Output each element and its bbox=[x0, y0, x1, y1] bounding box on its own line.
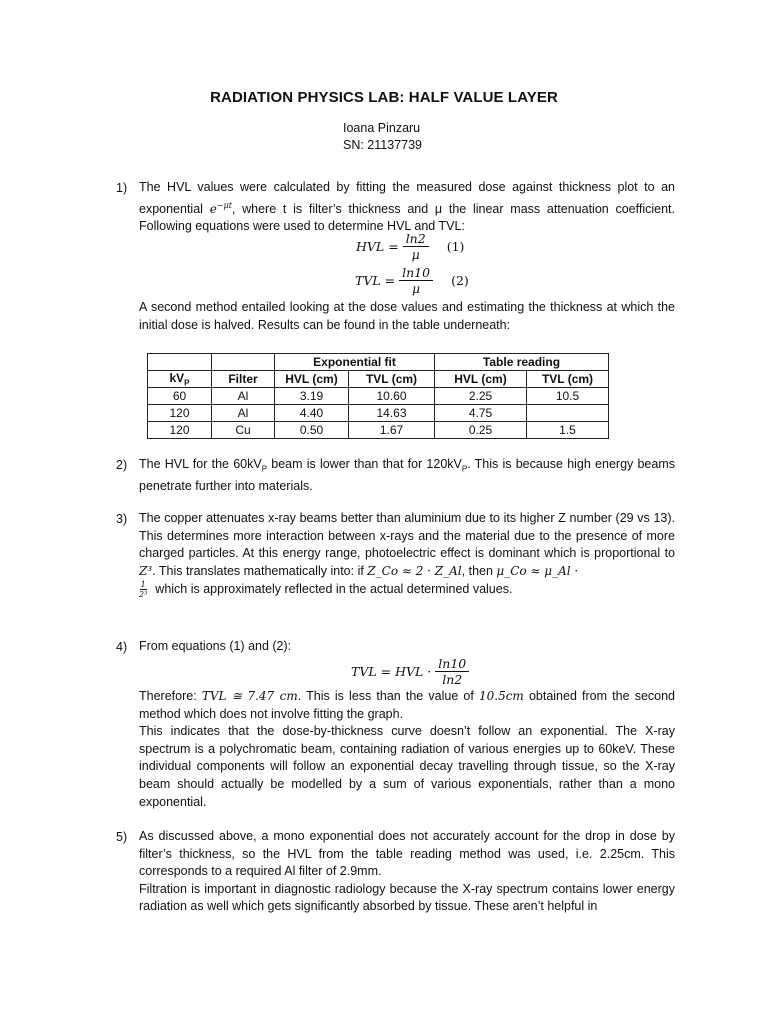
table-cell: 120 bbox=[148, 422, 212, 439]
item-5-text: As discussed above, a mono exponential does not accurately account for the drop in dose by filter’s thickness, so the HVL from the table reading method was used, i.e. 2.25cm. This corresponds to a required Al filter of 2.9mm. Filtration is important in diagnostic radiology because the X-ray spectrum contains lower energy radiation as well which gets significantly absorbed by tissue. These aren’t helpful in bbox=[139, 829, 675, 914]
table-header-row bbox=[148, 371, 609, 388]
item-4-intro: From equations (1) and (2): bbox=[139, 639, 292, 653]
table-cell: Al bbox=[212, 405, 275, 422]
item-number: 1) bbox=[116, 181, 128, 195]
author-block bbox=[343, 120, 422, 154]
item-1-intro: The HVL values were calculated by fitting the measured dose against thickness plot to an exponential $e^{-\mu t}$, where t is filter’s thickness and μ the linear mass attenuation coefficient. Following equations were used to determine HVL and TVL: bbox=[139, 180, 676, 234]
table-cell: 10.60 bbox=[349, 388, 435, 405]
column-header: TVL (cm) bbox=[527, 371, 609, 388]
item-4-body: Therefore: TVL ≅ 7.47 cm. This is less than the value of 10.5cm obtained from the second method which does not involve fitting the graph. This indicates that the dose-by-thickness curve doesn’t follow an exponential. The X-ray spectrum is a polychromatic beam, containing radiation of various energies up to 60keV. These individual components will follow an exponential decay travelling through tissue, so the X-ray beam should actually be modelled by a sum of various exponentials, rather than a mono exponential. bbox=[139, 689, 675, 809]
table-cell: 60 bbox=[148, 388, 212, 405]
item-1-method: A second method entailed looking at the dose values and estimating the thickness at which the initial dose is halved. Results can be found in the table underneath: bbox=[139, 300, 675, 332]
table-cell bbox=[527, 405, 609, 422]
table-cell: Cu bbox=[212, 422, 275, 439]
table-cell: Al bbox=[212, 388, 275, 405]
group-header-exponential: Exponential fit bbox=[275, 354, 435, 371]
table-row bbox=[148, 388, 609, 405]
table-cell: 3.19 bbox=[275, 388, 349, 405]
item-3-text: The copper attenuates x-ray beams better than aluminium due to its higher Z number (29 vs 13). This determines more interaction between x-rays and the material due to the presence of more charged particles. At this energy range, photoelectric effect is dominant which is proportional to Z³. This translates mathematically into: if Z_Co ≈ 2 · Z_Al, then μ_Co ≈ μ_Al · $\frac{1}{\text{2³}}$ which is approximately reflected in the actual determined values. bbox=[139, 511, 675, 600]
table-cell: 1.5 bbox=[527, 422, 609, 439]
student-number: SN: 21137739 bbox=[343, 138, 422, 152]
column-header: $kV_P$ bbox=[148, 371, 212, 388]
item-number: 2) bbox=[116, 458, 128, 472]
column-header: HVL (cm) bbox=[435, 371, 527, 388]
table-row bbox=[148, 405, 609, 422]
document-title: RADIATION PHYSICS LAB: HALF VALUE LAYER bbox=[210, 89, 558, 106]
table-cell: 14.63 bbox=[349, 405, 435, 422]
column-header: Filter bbox=[212, 371, 275, 388]
equation-tvl: TVL = $\frac{\ln 10}{\mu}$ (2) bbox=[355, 265, 469, 296]
table-row bbox=[148, 422, 609, 439]
results-table bbox=[147, 353, 609, 439]
equation-tvl-hvl: TVL = HVL · $\frac{\ln 10}{\ln 2}$ bbox=[351, 656, 473, 687]
table-group-header-row bbox=[148, 354, 609, 371]
item-2-text: The HVL for the $60kV_P$ beam is lower than that for $120kV_P$. This is because high energy beams penetrate further into materials. bbox=[139, 457, 675, 494]
item-number: 3) bbox=[116, 512, 128, 526]
group-header-table-reading: Table reading bbox=[435, 354, 609, 371]
table-cell: 10.5 bbox=[527, 388, 609, 405]
table-cell: 1.67 bbox=[349, 422, 435, 439]
item-number: 4) bbox=[116, 640, 128, 654]
author-name: Ioana Pinzaru bbox=[343, 121, 421, 135]
column-header: HVL (cm) bbox=[275, 371, 349, 388]
column-header: TVL (cm) bbox=[349, 371, 435, 388]
fraction-one-over-two-cubed: $\frac{1}{\text{2³}}$ bbox=[139, 580, 148, 600]
table-cell: 0.25 bbox=[435, 422, 527, 439]
exponential-symbol: $e^{-\mu t}$ bbox=[209, 200, 232, 216]
item-number: 5) bbox=[116, 830, 128, 844]
table-cell: 4.75 bbox=[435, 405, 527, 422]
table-cell: 120 bbox=[148, 405, 212, 422]
table-cell: 0.50 bbox=[275, 422, 349, 439]
equation-hvl: HVL = $\frac{\ln 2}{\mu}$ (1) bbox=[356, 231, 465, 262]
table-cell: 2.25 bbox=[435, 388, 527, 405]
table-cell: 4.40 bbox=[275, 405, 349, 422]
